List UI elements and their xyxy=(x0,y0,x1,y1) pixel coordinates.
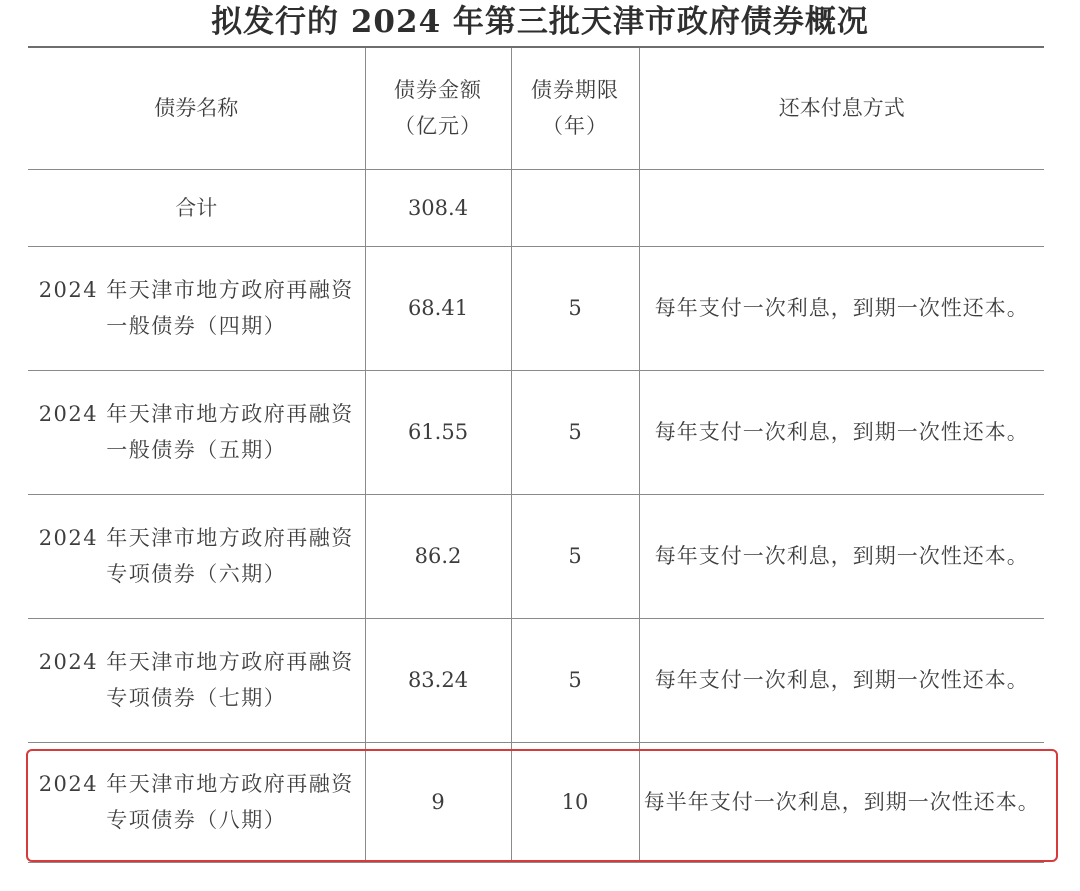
bond-name-line2: 专项债券（七期） xyxy=(106,686,287,710)
bond-amount: 61.55 xyxy=(365,370,511,494)
bond-name-cell xyxy=(28,494,365,618)
bond-term: 5 xyxy=(511,370,639,494)
table-row xyxy=(28,370,1044,494)
bond-repayment-method: 每年支付一次利息，到期一次性还本。 xyxy=(639,618,1044,742)
bond-name-line1: 2024 年天津市地方政府再融资 xyxy=(38,402,354,426)
total-row xyxy=(28,169,1044,246)
bond-name-line1: 2024 年天津市地方政府再融资 xyxy=(38,650,354,674)
bond-name-line1: 2024 年天津市地方政府再融资 xyxy=(38,772,354,796)
bond-name-line1: 2024 年天津市地方政府再融资 xyxy=(38,278,354,302)
bond-amount: 86.2 xyxy=(365,494,511,618)
header-bond-name: 债券名称 xyxy=(28,47,365,169)
bond-repayment-method: 每年支付一次利息，到期一次性还本。 xyxy=(639,370,1044,494)
bond-term: 5 xyxy=(511,246,639,370)
header-term-unit: （年） xyxy=(542,114,608,139)
table-row xyxy=(28,494,1044,618)
table-row-highlighted xyxy=(28,742,1044,862)
bond-name-cell xyxy=(28,370,365,494)
table-header-row xyxy=(28,47,1044,169)
header-repayment-method: 还本付息方式 xyxy=(639,47,1044,169)
total-term xyxy=(511,169,639,246)
bond-term: 5 xyxy=(511,618,639,742)
table-row xyxy=(28,246,1044,370)
header-bond-term xyxy=(511,47,639,169)
total-label: 合计 xyxy=(28,169,365,246)
total-method xyxy=(639,169,1044,246)
bond-amount: 83.24 xyxy=(365,618,511,742)
header-amount-label: 债券金额 xyxy=(394,78,482,103)
table-row xyxy=(28,618,1044,742)
bond-repayment-method: 每年支付一次利息，到期一次性还本。 xyxy=(639,246,1044,370)
bond-name-line2: 一般债券（五期） xyxy=(106,438,287,462)
bond-amount: 68.41 xyxy=(365,246,511,370)
bond-name-line2: 专项债券（六期） xyxy=(106,562,287,586)
header-bond-amount xyxy=(365,47,511,169)
bond-name-cell xyxy=(28,742,365,862)
bond-term: 5 xyxy=(511,494,639,618)
bond-name-line1: 2024 年天津市地方政府再融资 xyxy=(38,526,354,550)
bond-repayment-method: 每半年支付一次利息，到期一次性还本。 xyxy=(639,742,1044,862)
bond-name-cell xyxy=(28,618,365,742)
bond-name-line2: 一般债券（四期） xyxy=(106,314,287,338)
header-amount-unit: （亿元） xyxy=(394,114,482,139)
bond-repayment-method: 每年支付一次利息，到期一次性还本。 xyxy=(639,494,1044,618)
total-amount: 308.4 xyxy=(365,169,511,246)
bond-name-line2: 专项债券（八期） xyxy=(106,808,287,832)
bond-amount: 9 xyxy=(365,742,511,862)
page-title: 拟发行的 2024 年第三批天津市政府债券概况 xyxy=(211,4,869,40)
header-term-label: 债券期限 xyxy=(531,78,619,103)
bond-term: 10 xyxy=(511,742,639,862)
bond-name-cell xyxy=(28,246,365,370)
bond-overview-table xyxy=(28,46,1044,863)
